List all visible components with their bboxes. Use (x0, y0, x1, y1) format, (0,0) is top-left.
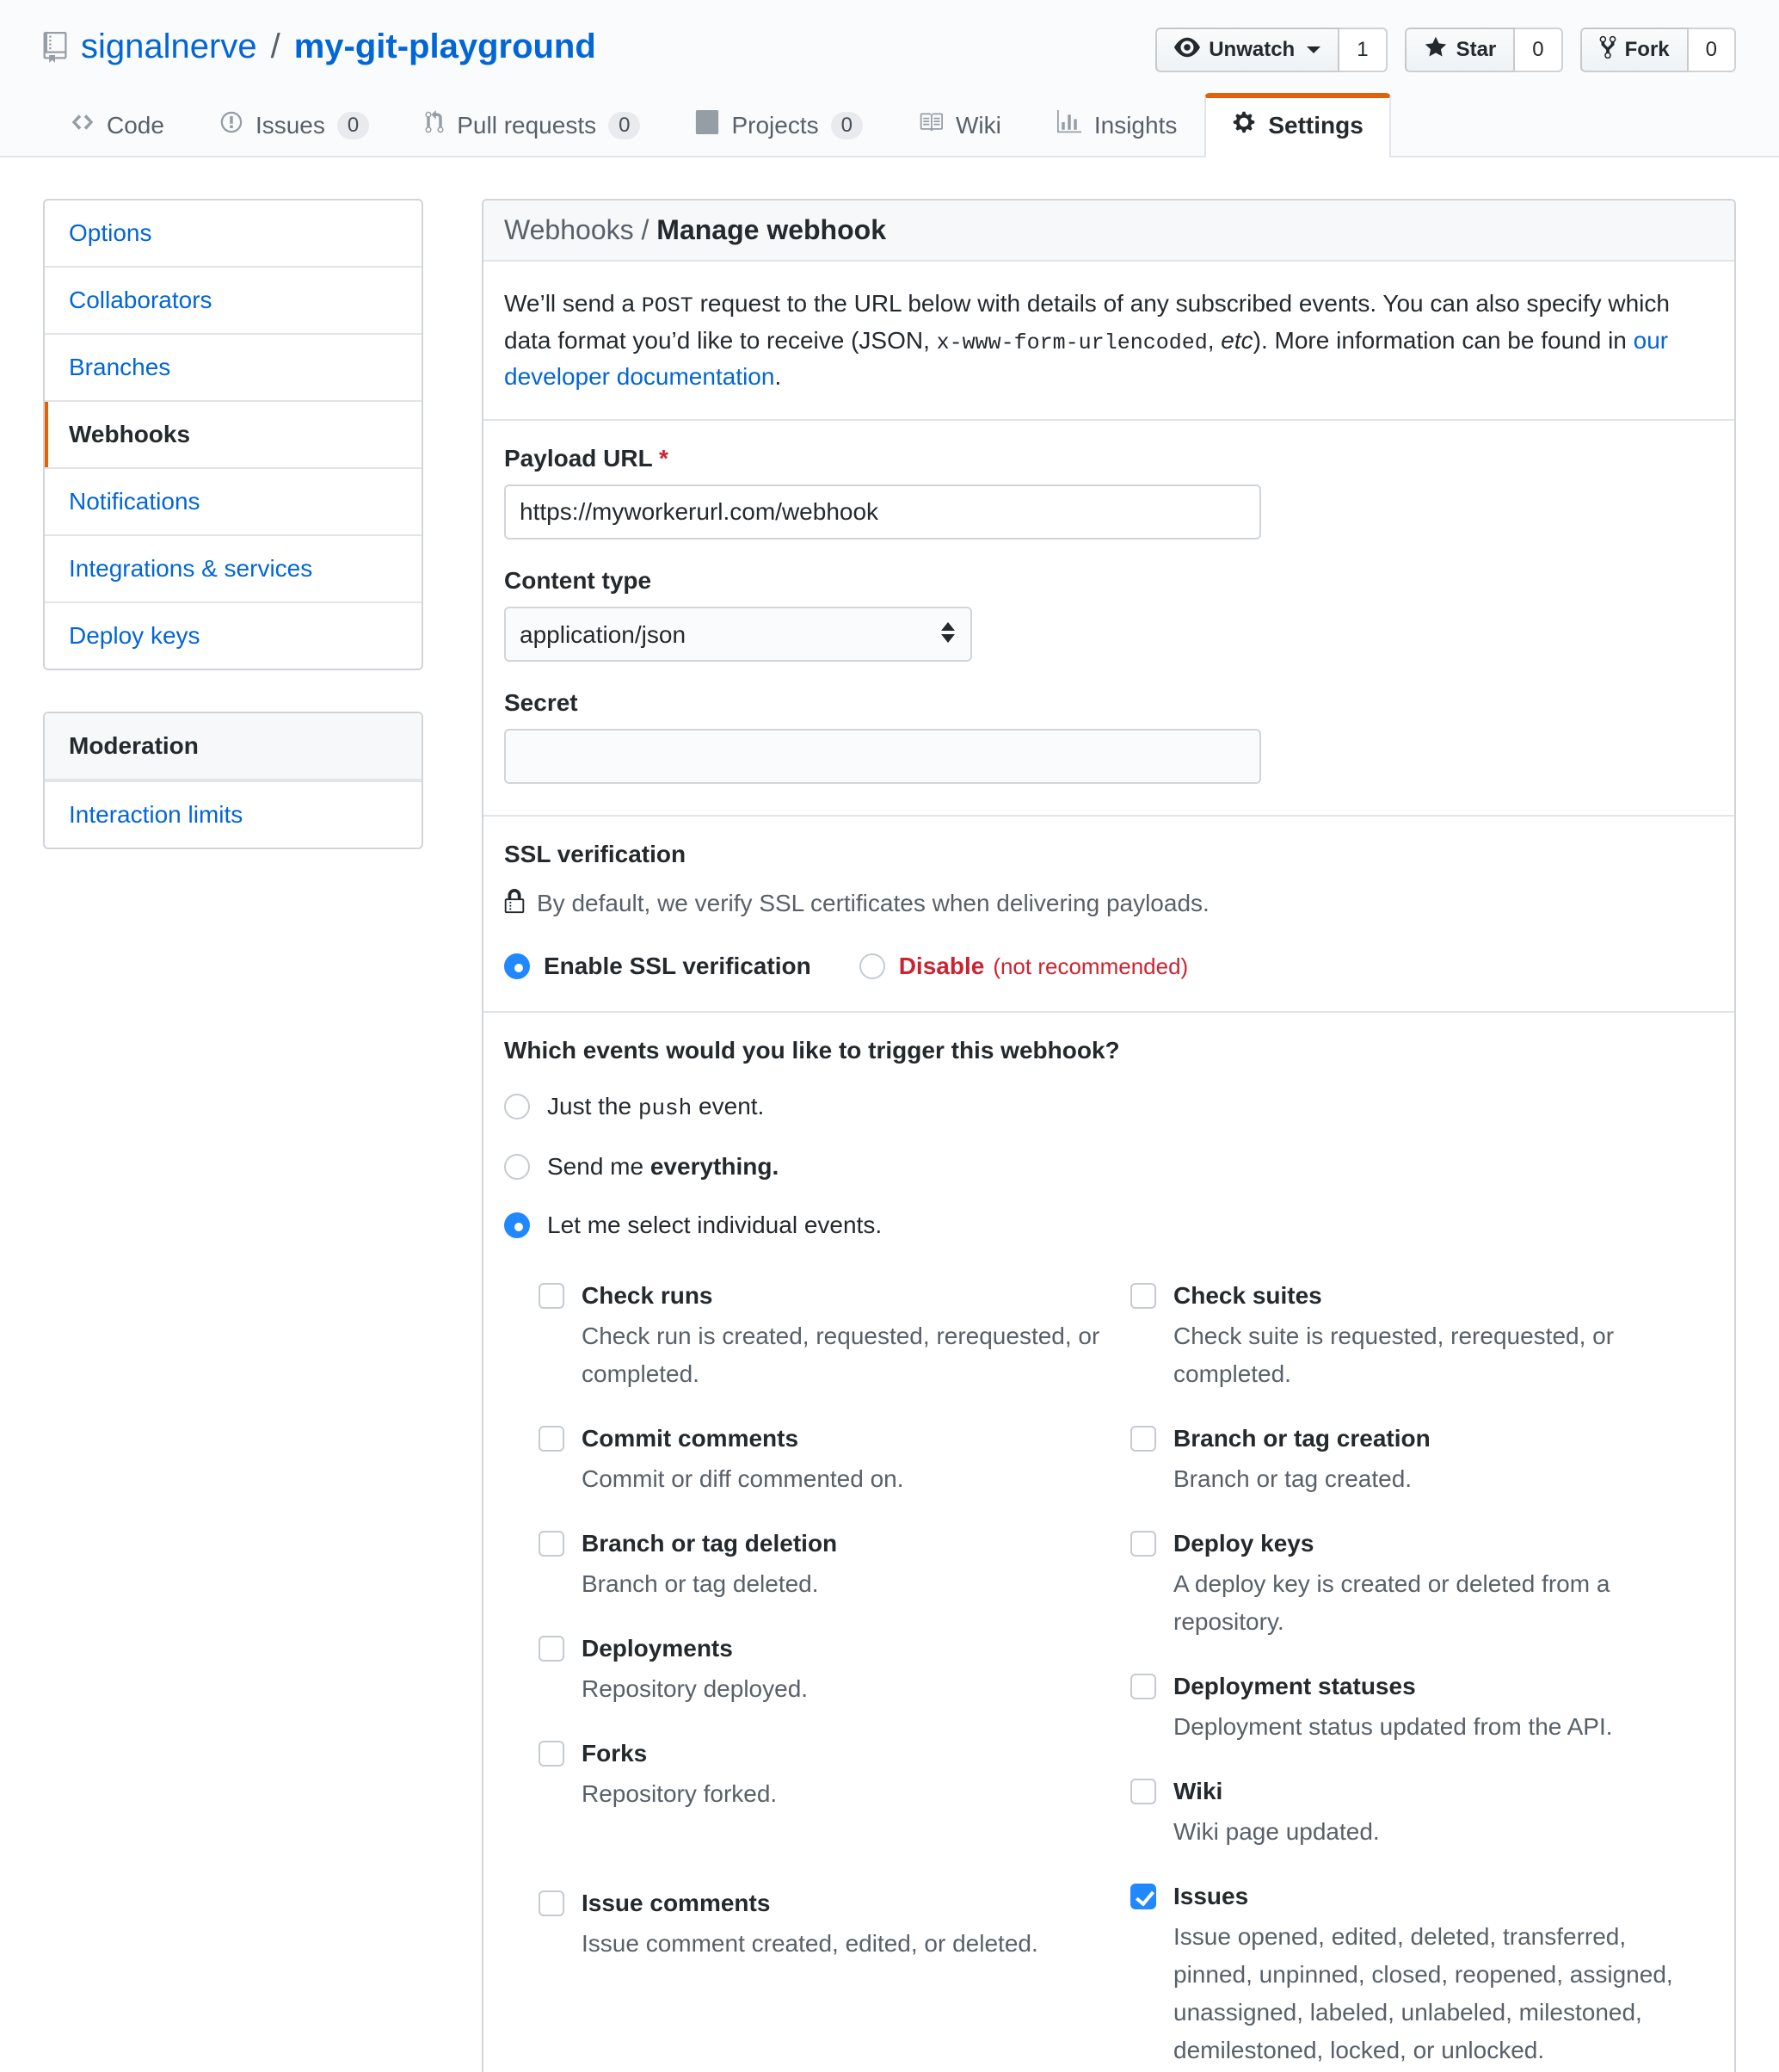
projects-counter: 0 (831, 112, 863, 139)
payload-url-label: Payload URL * (504, 445, 668, 472)
branch-tag-creation-checkbox[interactable] (1130, 1426, 1156, 1452)
sidebar-item-interaction-limits[interactable]: Interaction limits (45, 780, 422, 848)
event-item-branch-tag-deletion: Branch or tag deletion Branch or tag deleted. (539, 1526, 1106, 1603)
repo-title-separator: / (270, 28, 280, 65)
event-item-check-runs: Check runs Check run is created, requested, rerequested, or completed. (539, 1278, 1106, 1393)
payload-url-group (504, 445, 1714, 540)
event-item-deployments: Deployments Repository deployed. (539, 1631, 1106, 1708)
urlencoded-code: x-www-form-urlencoded (936, 330, 1208, 355)
event-option-individual[interactable]: Let me select individual events. (504, 1207, 1714, 1243)
event-item-check-suites: Check suites Check suite is requested, rerequested, or completed. (1130, 1278, 1698, 1393)
content-type-group (504, 567, 1714, 662)
tab-insights[interactable]: Insights (1029, 93, 1205, 156)
tab-settings[interactable]: Settings (1204, 93, 1390, 157)
star-icon (1424, 35, 1448, 65)
event-item-issue-comments: Issue comments Issue comment created, edited, or deleted. (539, 1885, 1106, 1963)
tab-wiki[interactable]: Wiki (890, 93, 1029, 156)
event-option-push[interactable]: Just the push event. (504, 1088, 1714, 1126)
book-icon (918, 110, 944, 140)
events-section (483, 1011, 1734, 2072)
developer-documentation-link[interactable]: our developer documentation (504, 326, 1669, 390)
lock-icon (504, 885, 525, 925)
ssl-verification-heading: SSL verification (504, 841, 686, 867)
required-asterisk: * (658, 445, 668, 472)
disable-ssl-radio[interactable] (859, 953, 885, 979)
repo-pagehead (0, 0, 1779, 157)
deployments-checkbox[interactable] (539, 1636, 564, 1662)
sidebar-item-integrations-services[interactable]: Integrations & services (45, 534, 422, 601)
events-grid (539, 1278, 1714, 2072)
gear-icon (1232, 110, 1256, 140)
events-heading: Which events would you like to trigger this webhook? (504, 1037, 1120, 1064)
breadcrumb (483, 200, 1734, 262)
event-option-everything[interactable]: Send me everything. (504, 1149, 1714, 1185)
repo-icon (43, 32, 67, 63)
stargazers-count[interactable]: 0 (1515, 28, 1562, 72)
issue-comments-checkbox[interactable] (539, 1890, 564, 1916)
unwatch-button[interactable]: Unwatch (1155, 28, 1339, 72)
project-icon (695, 110, 719, 140)
check-runs-checkbox[interactable] (539, 1283, 564, 1309)
forks-checkbox[interactable] (539, 1741, 564, 1767)
issue-icon (219, 110, 243, 140)
chevron-down-icon (1307, 46, 1320, 53)
issues-counter: 0 (337, 112, 369, 139)
repo-nav (43, 93, 1736, 156)
webhook-form-section (483, 419, 1734, 815)
graph-icon (1056, 110, 1082, 140)
repo-title (43, 28, 596, 66)
tab-code[interactable]: Code (43, 93, 192, 156)
webhook-intro-section (483, 262, 1734, 419)
sidebar-item-collaborators[interactable]: Collaborators (45, 266, 422, 333)
tab-pull-requests[interactable]: Pull requests 0 (397, 93, 668, 156)
sidebar-item-branches[interactable]: Branches (45, 333, 422, 400)
pull-request-icon (424, 110, 445, 140)
settings-sidebar (43, 199, 423, 2072)
content-type-select[interactable] (504, 607, 972, 662)
sidebar-item-notifications[interactable]: Notifications (45, 467, 422, 534)
deployment-statuses-checkbox[interactable] (1130, 1674, 1156, 1699)
post-code: POST (641, 293, 693, 318)
content-type-label: Content type (504, 567, 652, 594)
repo-name-link[interactable]: my-git-playground (293, 28, 596, 65)
deploy-keys-checkbox[interactable] (1130, 1531, 1156, 1557)
everything-event-radio[interactable] (504, 1154, 530, 1180)
push-event-radio[interactable] (504, 1094, 530, 1119)
repo-owner-link[interactable]: signalnerve (81, 28, 257, 65)
star-button-group (1405, 28, 1563, 72)
star-button[interactable]: Star (1405, 28, 1516, 72)
event-item-forks: Forks Repository forked. (539, 1736, 1106, 1813)
check-suites-checkbox[interactable] (1130, 1283, 1156, 1309)
tab-issues[interactable]: Issues 0 (192, 93, 397, 156)
fork-button[interactable]: Fork (1580, 28, 1689, 72)
sidebar-item-options[interactable]: Options (69, 219, 152, 246)
issues-checkbox[interactable] (1130, 1884, 1156, 1909)
events-column-left (539, 1278, 1106, 2072)
event-item-issues: Issues Issue opened, edited, deleted, transferred, pinned, unpinned, closed, reopened, assigned, unassigned, labeled, unlabeled, milestoned, demilestoned, locked, or unlocked. (1130, 1878, 1698, 2069)
event-item-commit-comments: Commit comments Commit or diff commented on. (539, 1421, 1106, 1498)
fork-button-group (1580, 28, 1736, 72)
disable-ssl-option[interactable]: Disable (859, 953, 985, 980)
webhook-intro-text: We’ll send a POST request to the URL below with details of any subscribed events. You can also specify which data format you’d like to receive (JSON, x-www-form-urlencoded, etc). More information can be found in our developer documentation. (504, 290, 1670, 390)
moderation-menu (43, 712, 423, 849)
not-recommended-note: (not recommended) (993, 953, 1189, 979)
secret-input[interactable] (504, 729, 1261, 784)
ssl-verification-note: By default, we verify SSL certificates when delivering payloads. (504, 885, 1714, 925)
manage-webhook-box (482, 199, 1736, 2072)
enable-ssl-radio[interactable] (504, 953, 530, 979)
sidebar-item-deploy-keys[interactable]: Deploy keys (45, 601, 422, 669)
commit-comments-checkbox[interactable] (539, 1426, 564, 1452)
forks-count[interactable]: 0 (1689, 28, 1736, 72)
breadcrumb-current: Manage webhook (656, 214, 886, 245)
watchers-count[interactable]: 1 (1339, 28, 1387, 72)
event-item-deployment-statuses: Deployment statuses Deployment status updated from the API. (1130, 1668, 1698, 1746)
code-icon (71, 110, 95, 140)
secret-label: Secret (504, 689, 578, 716)
sidebar-item-webhooks[interactable]: Webhooks (45, 400, 422, 467)
event-item-wiki: Wiki Wiki page updated. (1130, 1773, 1698, 1851)
pull-requests-counter: 0 (608, 112, 640, 139)
watch-button-group (1155, 28, 1387, 72)
branch-tag-deletion-checkbox[interactable] (539, 1531, 564, 1557)
tab-projects[interactable]: Projects 0 (668, 93, 890, 156)
secret-group (504, 689, 1714, 784)
webhook-main (482, 199, 1736, 2072)
events-column-right (1130, 1278, 1698, 2072)
moderation-heading: Moderation (45, 713, 422, 780)
settings-menu (43, 199, 423, 670)
repo-actions (1155, 28, 1736, 72)
breadcrumb-webhooks-link[interactable]: Webhooks (504, 214, 634, 245)
breadcrumb-separator: / (641, 214, 649, 245)
ssl-verification-section (483, 815, 1734, 1011)
individual-events-radio[interactable] (504, 1212, 530, 1238)
wiki-checkbox[interactable] (1130, 1779, 1156, 1804)
eye-icon (1174, 34, 1200, 66)
event-item-deploy-keys: Deploy keys A deploy key is created or deleted from a repository. (1130, 1526, 1698, 1641)
fork-icon (1599, 34, 1616, 66)
event-item-branch-tag-creation: Branch or tag creation Branch or tag created. (1130, 1421, 1698, 1498)
enable-ssl-label[interactable]: Enable SSL verification (544, 953, 811, 979)
payload-url-input[interactable] (504, 484, 1261, 540)
